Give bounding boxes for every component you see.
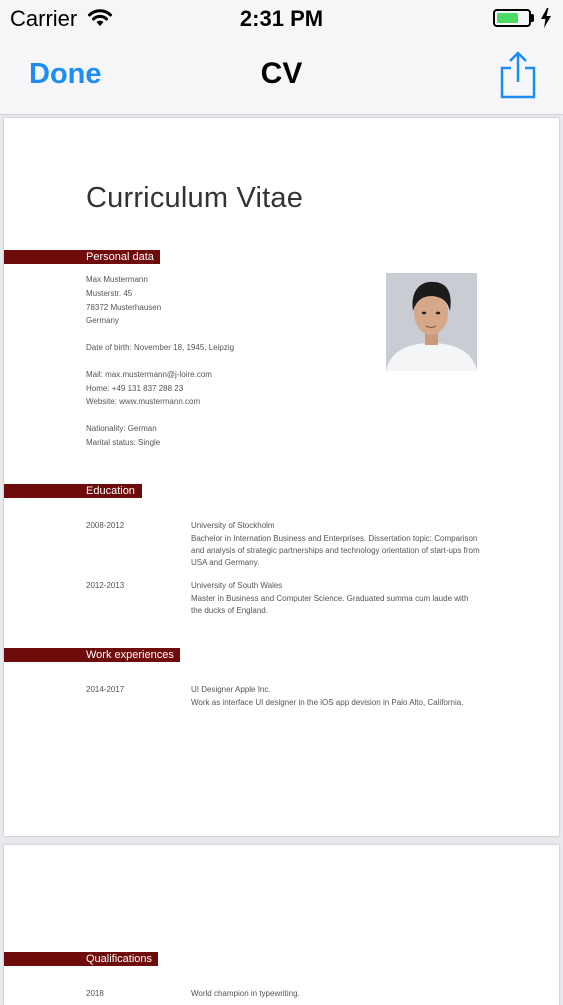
education-2-line-2: Master in Business and Computer Science. Graduated summa cum laude with [191, 594, 469, 603]
work-1-line-2: Work as interface UI designer in the iOS app devision in Palo Alto, California. [191, 698, 464, 707]
education-1-years: 2008-2012 [86, 521, 125, 530]
person-name: Max Mustermann [86, 275, 148, 284]
nationality: Nationality: German [86, 424, 157, 433]
marital-status: Marital status: Single [86, 438, 161, 447]
contact-home: Home: +49 131 837 288 23 [86, 384, 184, 393]
section-work-experiences: Work experiences [4, 648, 180, 662]
qualification-1-years: 2018 [86, 989, 104, 998]
education-1-line-4: USA and Germany. [191, 558, 260, 567]
education-1-line-1: University of Stockholm [191, 521, 275, 530]
qualification-1-line-1: World champion in typewriting. [191, 989, 300, 998]
address-city: 78372 Musterhausen [86, 303, 162, 312]
profile-photo [386, 273, 477, 371]
battery-nub [531, 14, 534, 22]
work-1-line-1: UI Designer Apple Inc. [191, 685, 271, 694]
battery-icon [493, 9, 531, 27]
contact-website: Website: www.mustermann.com [86, 397, 201, 406]
document-page-2[interactable] [4, 845, 559, 1005]
section-education: Education [4, 484, 142, 498]
nav-title: CV [260, 57, 303, 90]
status-bar [0, 0, 563, 38]
work-1-years: 2014-2017 [86, 685, 125, 694]
address-country: Germany [86, 316, 119, 325]
education-1-line-2: Bachelor in Internation Business and Enterprises. Dissertation topic: Comparison [191, 534, 478, 543]
contact-mail: Mail: max.mustermann@j-loire.com [86, 370, 212, 379]
clock: 2:31 PM [239, 6, 324, 31]
share-icon[interactable] [498, 50, 538, 100]
education-1-line-3: and analysis of strategic partnerships and technology orientation of start-ups from [191, 546, 480, 555]
cv-title: Curriculum Vitae [86, 182, 304, 214]
section-personal-data: Personal data [4, 250, 160, 264]
carrier-label: Carrier [10, 6, 78, 31]
charging-bolt-icon [540, 8, 552, 28]
education-2-years: 2012-2013 [86, 581, 125, 590]
battery-level [497, 13, 518, 23]
document-page-1[interactable] [4, 118, 559, 836]
address-street: Musterstr. 45 [86, 289, 133, 298]
navigation-bar [0, 38, 563, 115]
education-2-line-3: the ducks of England. [191, 606, 268, 615]
done-button[interactable]: Done [29, 58, 102, 90]
section-qualifications: Qualifications [4, 952, 158, 966]
date-of-birth: Date of birth: November 18, 1945, Leipzig [86, 343, 235, 352]
education-2-line-1: University of South Wales [191, 581, 283, 590]
